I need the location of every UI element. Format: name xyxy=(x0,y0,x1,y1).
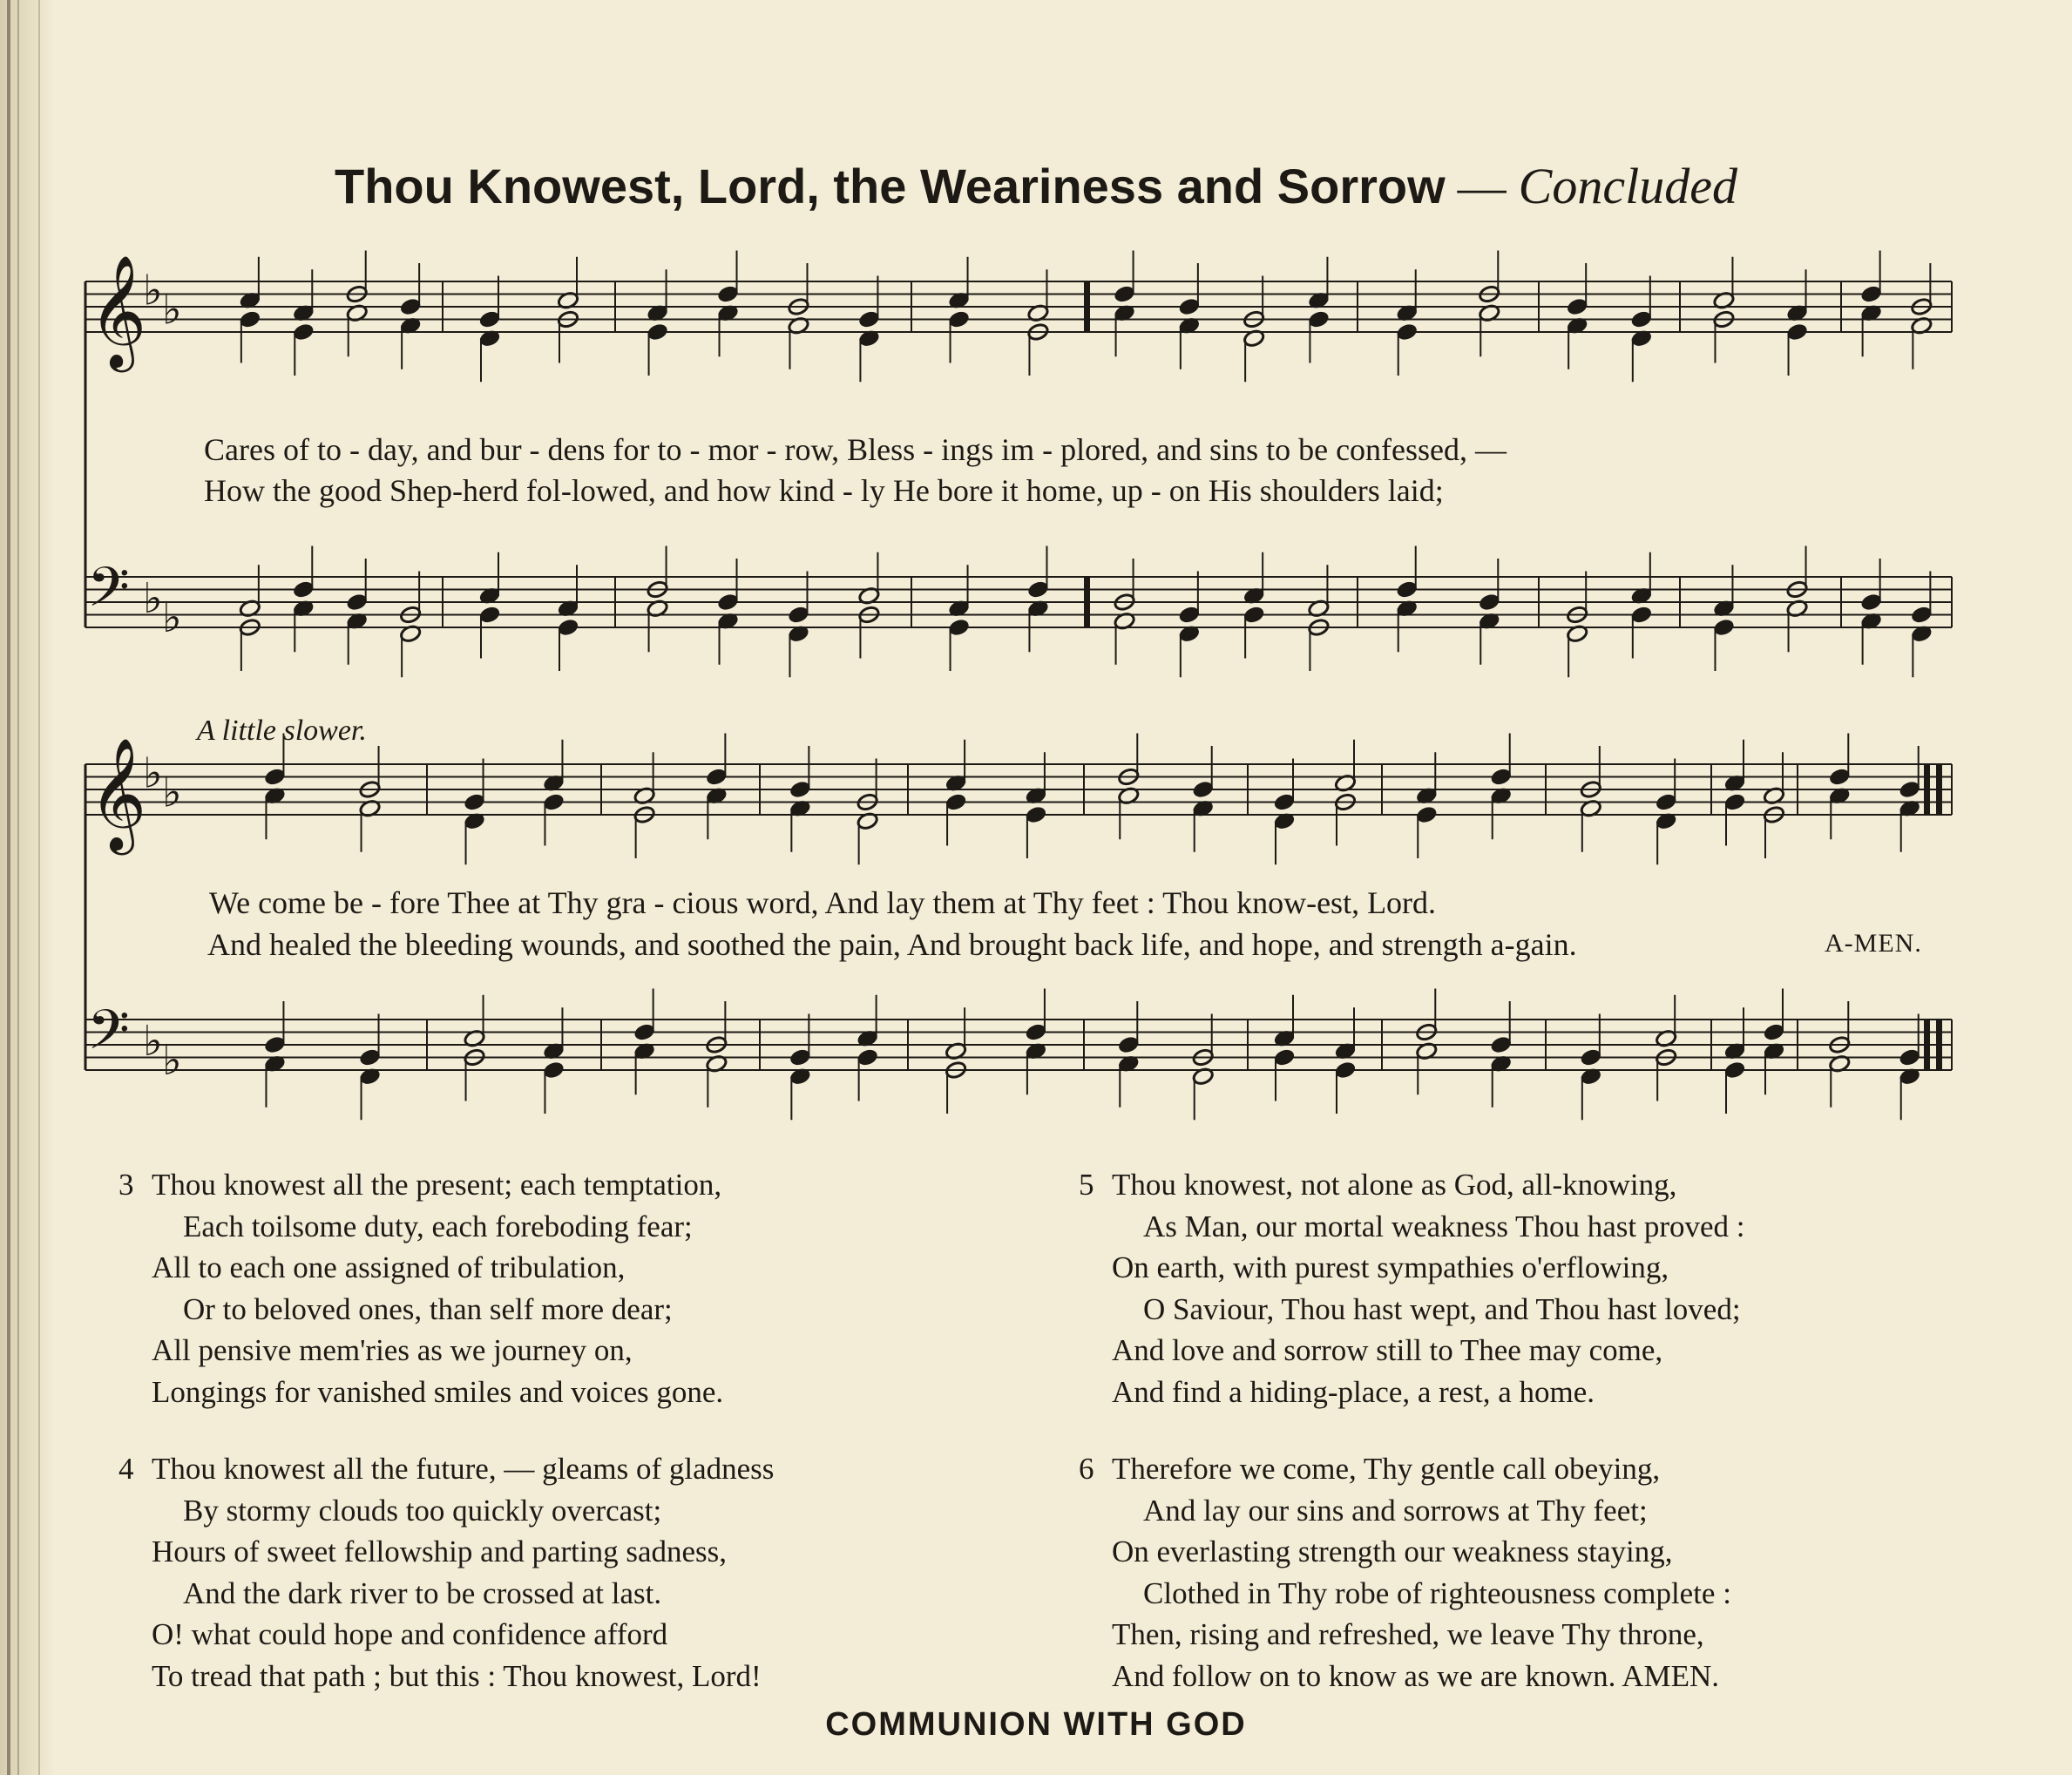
system2-treble-double-bar xyxy=(1924,764,1930,815)
system2-lyrics-verse2: And healed the bleeding wounds, and soothed the pain, And brought back life, and hope, and strength a-gain. xyxy=(207,927,1577,962)
system2-bass-double-bar xyxy=(1936,1020,1942,1070)
verse-line: And the dark river to be crossed at last. xyxy=(183,1575,662,1610)
verse-line: Then, rising and refreshed, we leave Thy throne, xyxy=(1112,1617,1704,1651)
verse-line: And love and sorrow still to Thee may come, xyxy=(1112,1333,1663,1367)
system1-treble-treble-clef-icon: 𝄞 xyxy=(89,254,147,368)
verse-line: All to each one assigned of tribulation, xyxy=(152,1250,626,1284)
verse-line: To tread that path ; but this : Thou knowest, Lord! xyxy=(152,1658,762,1693)
verse-number: 6 xyxy=(1079,1452,1094,1486)
system1-treble-double-bar xyxy=(1084,281,1090,332)
system2-bass-key-flat-icon: ♭ xyxy=(162,1035,182,1085)
verse-line: By stormy clouds too quickly overcast; xyxy=(183,1493,662,1528)
verse-5 xyxy=(1079,1164,1950,1413)
verse-line: And follow on to know as we are known. AMEN. xyxy=(1112,1658,1719,1693)
verse-4 xyxy=(118,1448,990,1697)
verse-line: Or to beloved ones, than self more dear; xyxy=(183,1291,673,1326)
verse-number: 5 xyxy=(1079,1168,1094,1202)
system2-treble-key-flat-icon: ♭ xyxy=(143,749,163,798)
system1-lyrics-verse1: Cares of to - day, and bur - dens for to - mor - row, Bless - ings im - plored, and sins to be confessed, — xyxy=(204,432,1507,467)
amen-label: A-MEN. xyxy=(1825,929,1922,958)
verse-line: And lay our sins and sorrows at Thy feet; xyxy=(1143,1493,1648,1528)
verse-line: O Saviour, Thou hast wept, and Thou hast loved; xyxy=(1143,1291,1741,1326)
system2-treble-double-bar xyxy=(1936,764,1942,815)
verse-line: Thou knowest all the present; each temptation, xyxy=(152,1168,722,1202)
hymn-title-concluded: Concluded xyxy=(1518,158,1737,214)
system1-lyrics-verse2: How the good Shep-herd fol-lowed, and how kind - ly He bore it home, up - on His shoulders laid; xyxy=(204,473,1444,508)
verse-6 xyxy=(1079,1448,1950,1697)
system2-bass-bass-clef-icon: 𝄢 xyxy=(87,997,130,1075)
system1-bass-key-flat-icon: ♭ xyxy=(143,574,163,623)
verse-line: O! what could hope and confidence afford xyxy=(152,1617,668,1651)
verse-line: Thou knowest all the future, — gleams of gladness xyxy=(152,1452,775,1486)
verse-number: 3 xyxy=(118,1168,134,1202)
verse-line: And find a hiding-place, a rest, a home. xyxy=(1112,1374,1595,1409)
verse-line: All pensive mem'ries as we journey on, xyxy=(152,1333,633,1367)
system2-bass-double-bar xyxy=(1924,1020,1930,1070)
verse-line: On everlasting strength our weakness staying, xyxy=(1112,1534,1673,1568)
section-footer-title: COMMUNION WITH GOD xyxy=(825,1706,1247,1743)
system1-bass-double-bar xyxy=(1084,577,1090,627)
system1-bass-key-flat-icon: ♭ xyxy=(162,593,182,642)
verse-line: Clothed in Thy robe of righteousness complete : xyxy=(1143,1575,1731,1610)
system2-bass-key-flat-icon: ♭ xyxy=(143,1017,163,1066)
verse-line: Each toilsome duty, each foreboding fear; xyxy=(183,1209,693,1243)
verse-line: As Man, our mortal weakness Thou hast proved : xyxy=(1143,1209,1745,1243)
verse-number: 4 xyxy=(118,1452,134,1486)
system2-lyrics-verse1: We come be - fore Thee at Thy gra - cious word, And lay them at Thy feet : Thou know-est, Lord. xyxy=(209,885,1437,920)
tempo-marking: A little slower. xyxy=(197,715,367,747)
verse-3 xyxy=(118,1164,990,1413)
system1-treble-key-flat-icon: ♭ xyxy=(143,266,163,315)
hymn-title-main: Thou Knowest, Lord, the Weariness and Sorrow xyxy=(335,159,1446,213)
verse-line: Thou knowest, not alone as God, all-knowing, xyxy=(1112,1168,1677,1202)
verse-line: Hours of sweet fellowship and parting sadness, xyxy=(152,1534,728,1568)
system2-treble-key-flat-icon: ♭ xyxy=(162,768,182,817)
system1-treble-key-flat-icon: ♭ xyxy=(162,285,182,335)
verse-line: On earth, with purest sympathies o'erflowing, xyxy=(1112,1250,1669,1284)
verse-line: Therefore we come, Thy gentle call obeying, xyxy=(1112,1452,1661,1486)
verse-line: Longings for vanished smiles and voices gone. xyxy=(152,1374,724,1409)
system1-bass-bass-clef-icon: 𝄢 xyxy=(87,554,130,633)
system2-treble-treble-clef-icon: 𝄞 xyxy=(89,737,147,850)
hymn-title-dash: — xyxy=(1457,160,1507,214)
